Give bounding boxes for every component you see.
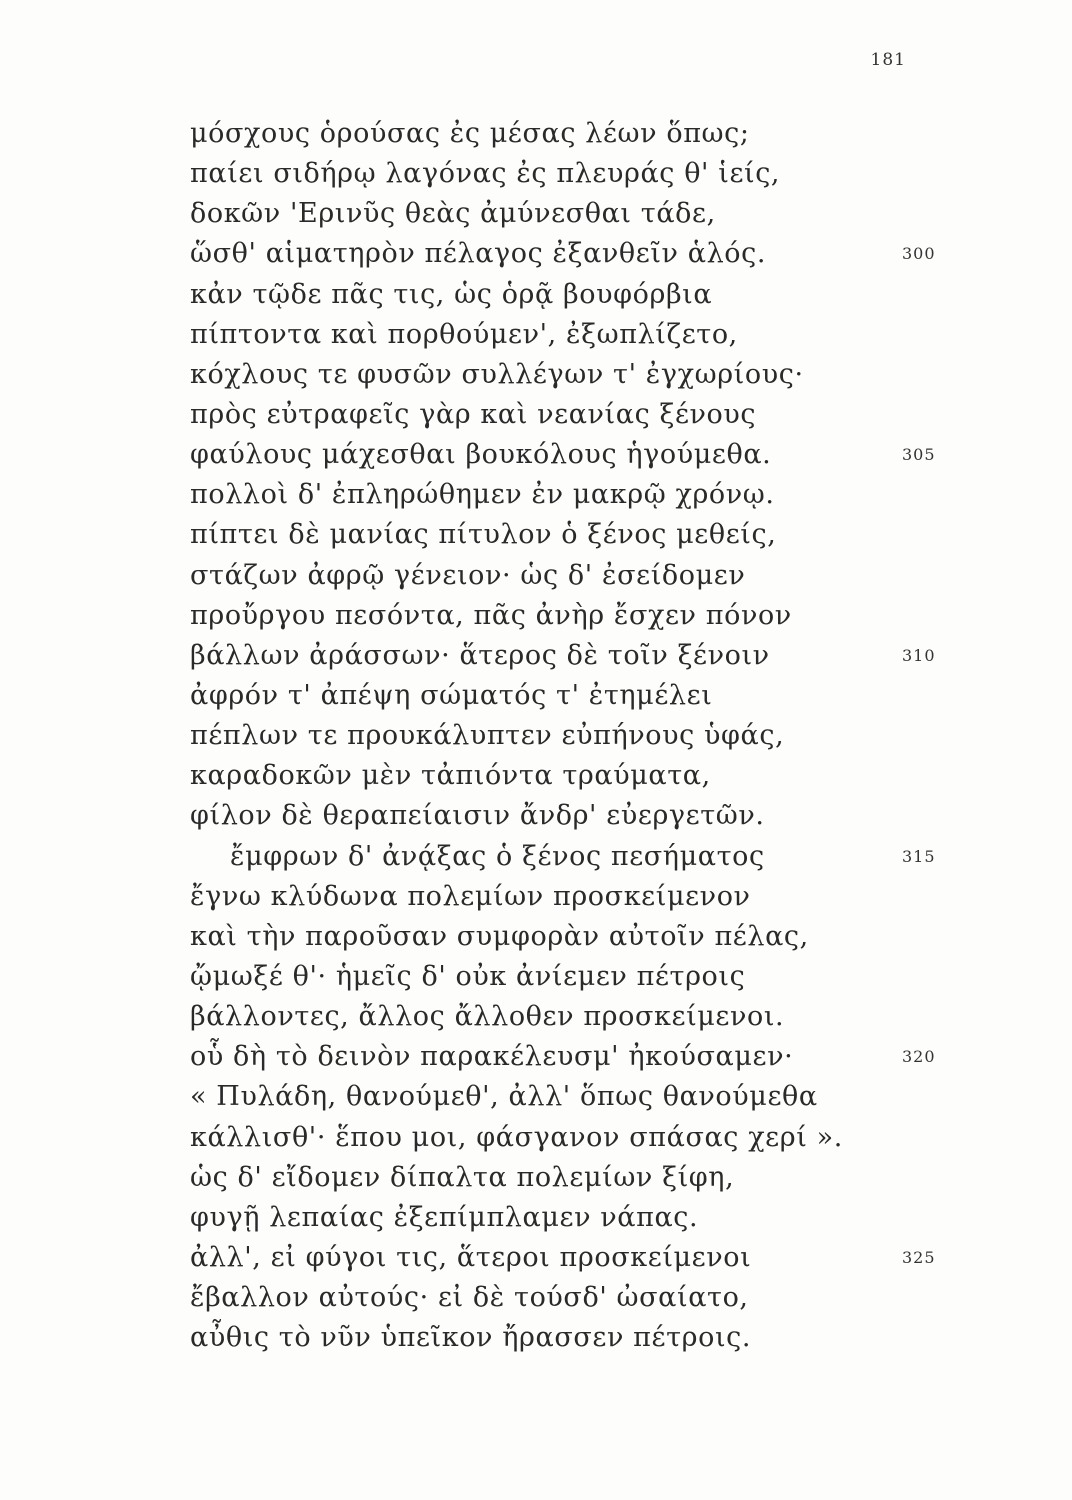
verse-line-text: καὶ τὴν παροῦσαν συμφορὰν αὐτοῖν πέλας, xyxy=(190,920,809,952)
verse-line xyxy=(190,1198,950,1238)
verse-line-text: προὔργου πεσόντα, πᾶς ἀνὴρ ἔσχεν πόνον xyxy=(190,599,792,631)
verse-line xyxy=(190,756,950,796)
verse-line-text: πίπτει δὲ μανίας πίτυλον ὁ ξένος μεθείς, xyxy=(190,519,777,551)
verse-line xyxy=(190,355,950,395)
verse-line-text: ἔβαλλον αὐτούς· εἰ δὲ τούσδ' ὠσαίατο, xyxy=(190,1282,749,1314)
verse-line-text: φυγῇ λεπαίας ἐξεπίμπλαμεν νάπας. xyxy=(190,1201,699,1233)
verse-line-text: πρὸς εὐτραφεῖς γὰρ καὶ νεανίας ξένους xyxy=(190,398,757,430)
verse-line xyxy=(190,435,950,475)
verse-line xyxy=(190,1278,950,1318)
page-number: 181 xyxy=(870,50,906,70)
verse-line xyxy=(190,315,950,355)
verse-line xyxy=(190,194,950,234)
verse-line-text: ὥσθ' αἱματηρὸν πέλαγος ἐξανθεῖν ἁλός. xyxy=(190,238,767,270)
verse-line-text: αὖθις τὸ νῦν ὑπεῖκον ἤρασσεν πέτροις. xyxy=(190,1322,752,1354)
verse-line xyxy=(190,114,950,154)
verse-line xyxy=(190,515,950,555)
verse-line xyxy=(190,796,950,836)
verse-line-text: ᾤμωξέ θ'· ἡμεῖς δ' οὐκ ἀνίεμεν πέτροις xyxy=(190,960,746,992)
verse-line xyxy=(190,636,950,676)
verse-line xyxy=(190,716,950,756)
line-number: 320 xyxy=(902,1047,936,1067)
verse-line xyxy=(190,1158,950,1198)
verse-line xyxy=(190,1118,950,1158)
verse-line-text: « Πυλάδη, θανούμεθ', ἀλλ' ὅπως θανούμεθα xyxy=(190,1081,818,1113)
verse-line-text: ἀφρόν τ' ἀπέψη σώματός τ' ἐτημέλει xyxy=(190,679,713,711)
verse-line-text: δοκῶν 'Ερινῦς θεὰς ἀμύνεσθαι τάδε, xyxy=(190,198,716,230)
verse-line-text: οὗ δὴ τὸ δεινὸν παρακέλευσμ' ἠκούσαμεν· xyxy=(190,1041,794,1073)
line-number: 300 xyxy=(902,244,936,264)
verse-line-text: μόσχους ὁρούσας ἐς μέσας λέων ὅπως; xyxy=(190,118,750,149)
verse-line xyxy=(190,154,950,194)
verse-line xyxy=(190,877,950,917)
line-number: 305 xyxy=(902,445,936,465)
verse-line-text: καραδοκῶν μὲν τἀπιόντα τραύματα, xyxy=(190,760,711,792)
verse-line xyxy=(190,1077,950,1117)
verse-line-text: πολλοὶ δ' ἐπληρώθημεν ἐν μακρῷ χρόνῳ. xyxy=(190,479,775,511)
verse-line-text: παίει σιδήρῳ λαγόνας ἐς πλευράς θ' ἱείς, xyxy=(190,158,781,190)
line-number: 325 xyxy=(902,1247,936,1267)
verse-line xyxy=(190,837,950,877)
verse-line-text: ὡς δ' εἴδομεν δίπαλτα πολεμίων ξίφη, xyxy=(190,1161,735,1193)
verse-line xyxy=(190,1238,950,1278)
verse-line xyxy=(190,1037,950,1077)
verse-line-text: ἀλλ', εἰ φύγοι τις, ἅτεροι προσκείμενοι xyxy=(190,1241,752,1273)
verse-line xyxy=(190,234,950,274)
verse-line-text: κάλλισθ'· ἕπου μοι, φάσγανον σπάσας χερί ». xyxy=(190,1121,843,1153)
verse-line-text: βάλλοντες, ἄλλος ἄλλοθεν προσκείμενοι. xyxy=(190,1001,785,1033)
verse-line-text: κόχλους τε φυσῶν συλλέγων τ' ἐγχωρίους· xyxy=(190,358,804,390)
verse-line-text: κἀν τῷδε πᾶς τις, ὡς ὁρᾷ βουφόρβια xyxy=(190,278,713,310)
verse-line-text: φίλον δὲ θεραπείαισιν ἄνδρ' εὐεργετῶν. xyxy=(190,800,765,832)
verse-text xyxy=(190,114,950,1358)
verse-line-text: φαύλους μάχεσθαι βουκόλους ἡγούμεθα. xyxy=(190,439,772,471)
verse-line xyxy=(190,475,950,515)
verse-line-text: βάλλων ἀράσσων· ἅτερος δὲ τοῖν ξένοιν xyxy=(190,639,770,671)
verse-line xyxy=(190,395,950,435)
verse-line-text: στάζων ἀφρῷ γένειον· ὡς δ' ἐσείδομεν xyxy=(190,559,746,591)
verse-line xyxy=(190,997,950,1037)
line-number: 310 xyxy=(902,645,936,665)
line-number: 315 xyxy=(902,846,936,866)
verse-line xyxy=(190,275,950,315)
verse-line-text: πέπλων τε προυκάλυπτεν εὐπήνους ὑφάς, xyxy=(190,720,785,752)
verse-line xyxy=(190,556,950,596)
verse-line-text: ἔγνω κλύδωνα πολεμίων προσκείμενον xyxy=(190,880,751,912)
verse-line xyxy=(190,917,950,957)
verse-line-text: ἔμφρων δ' ἀνᾴξας ὁ ξένος πεσήματος xyxy=(230,840,765,872)
verse-line xyxy=(190,1318,950,1358)
verse-line xyxy=(190,957,950,997)
verse-line xyxy=(190,596,950,636)
verse-line xyxy=(190,676,950,716)
verse-line-text: πίπτοντα καὶ πορθούμεν', ἐξωπλίζετο, xyxy=(190,318,738,350)
